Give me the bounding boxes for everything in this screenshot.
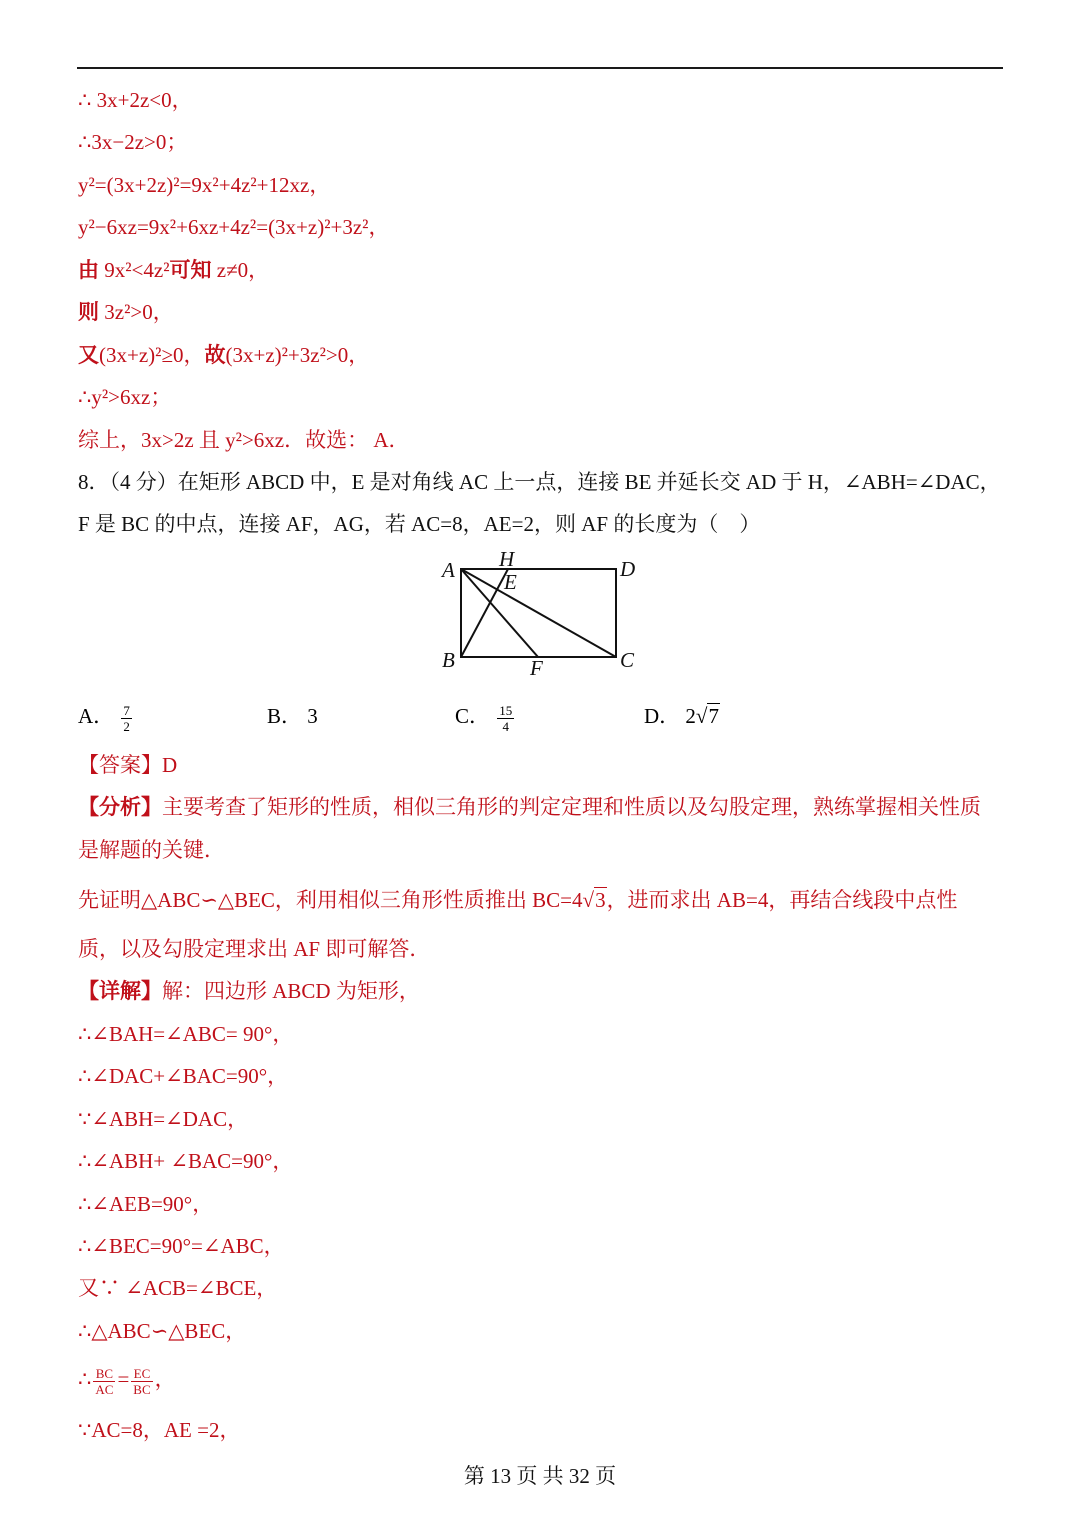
detail-step: ∴∠DAC+∠BAC=90°， — [78, 1064, 289, 1088]
segment-af — [461, 569, 538, 657]
analysis-line: 先证明△ABC∽△BEC，利用相似三角形性质推出 BC=4√3，进而求出 AB=4，再结合线段中点性 — [78, 888, 958, 912]
detail-step: ∴∠BEC=90°=∠ABC， — [78, 1234, 285, 1258]
detail-step: ∴△ABC∽△BEC， — [78, 1319, 247, 1343]
solution-line: ∴ 3x+2z<0， — [78, 88, 193, 112]
choice-a: A． $\frac{7}{2}$ — [78, 702, 130, 734]
label-e: E — [504, 570, 517, 594]
solution-line: ∴3x−2z>0； — [78, 130, 188, 154]
detail-step: ∵∠ABH=∠DAC， — [78, 1107, 249, 1131]
answer-tag: 【答案】 — [78, 753, 162, 777]
answer-line — [78, 751, 177, 779]
answer-value: D — [162, 753, 178, 777]
solution-line: y²−6xz=9x²+6xz+4z²=(3x+z)²+3z²， — [78, 215, 390, 239]
label-c: C — [620, 648, 635, 672]
solution-line: ∴y²>6xz； — [78, 385, 172, 409]
analysis-line: 质，以及勾股定理求出 AF 即可解答． — [78, 937, 431, 961]
question-text: 8．（4 分）在矩形 ABCD 中，E 是对角线 AC 上一点，连接 BE 并延长交 AD 于 H，∠ABH=∠DAC， — [78, 470, 1001, 494]
analysis-line: 是解题的关键． — [78, 838, 225, 862]
solution-line: y²=(3x+2z)²=9x²+4z²+12xz， — [78, 173, 331, 197]
choice-d: D． 2√7 — [644, 704, 719, 728]
solution-conclusion: 综上，3x>2z 且 y²>6xz．故选： A． — [78, 428, 410, 452]
rectangle-figure — [430, 545, 650, 680]
label-f: F — [530, 656, 543, 680]
question-text: F 是 BC 的中点，连接 AF，AG，若 AC=8，AE=2，则 AF 的长度为（ ） — [78, 512, 761, 536]
label-b: B — [442, 648, 455, 672]
detail-tag: 【详解】 — [78, 979, 162, 1003]
solution-line: 又(3x+z)²≥0，故(3x+z)²+3z²>0， — [78, 343, 370, 367]
header-rule — [77, 67, 1003, 69]
detail-line: 【详解】解：四边形 ABCD 为矩形， — [78, 979, 420, 1003]
detail-step: ∵AC=8，AE =2， — [78, 1418, 241, 1442]
detail-step: ∴∠ABH+ ∠BAC=90°， — [78, 1149, 294, 1173]
label-a: A — [442, 558, 455, 582]
choice-c: C． $\frac{15}{4}$ — [455, 702, 513, 734]
detail-step: ∴∠BAH=∠ABC= 90°， — [78, 1022, 294, 1046]
analysis-line: 【分析】主要考查了矩形的性质，相似三角形的判定定理和性质以及勾股定理，熟练掌握相关性质 — [78, 795, 981, 819]
label-d: D — [620, 557, 636, 581]
label-h: H — [499, 547, 515, 571]
choice-b: B． 3 — [267, 704, 318, 728]
solution-line: 由 9x²<4z²可知 z≠0， — [78, 258, 270, 282]
detail-step: ∴∠AEB=90°， — [78, 1192, 214, 1216]
detail-fraction: ∴ $\frac{BC}{AC}$ = $\frac{EC}{BC}$ ， — [78, 1365, 176, 1397]
detail-step: 又∵ ∠ACB=∠BCE， — [78, 1276, 278, 1300]
solution-line: 则 3z²>0， — [78, 300, 174, 324]
analysis-tag: 【分析】 — [78, 795, 162, 819]
page-footer: 第 13 页 共 32 页 — [463, 1464, 617, 1488]
